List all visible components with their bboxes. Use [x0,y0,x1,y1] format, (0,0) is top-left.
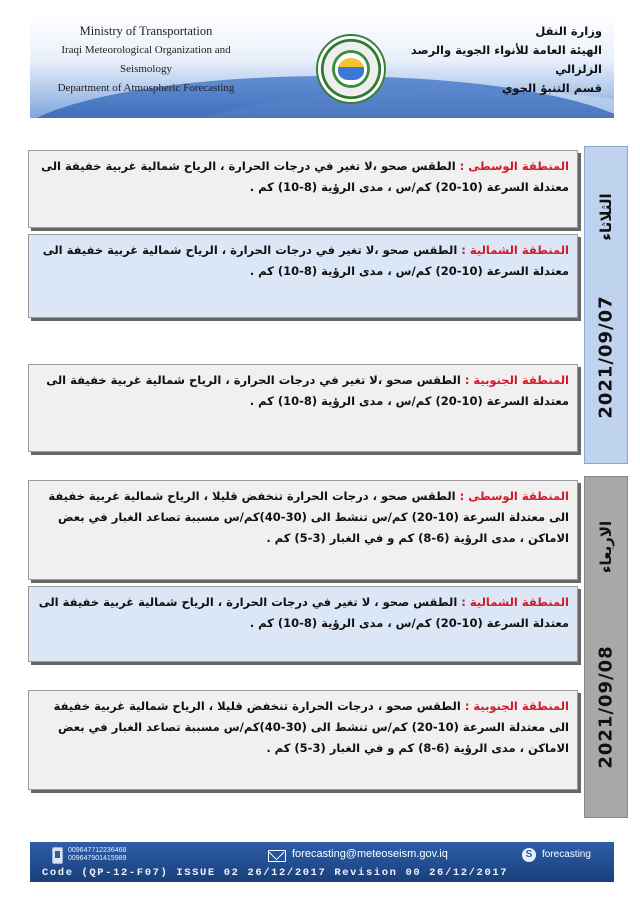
day-date: 2021/09/08 [595,645,617,769]
region-forecast-central [28,150,578,228]
region-forecast-text: الطقس صحو ، لا تغير في درجات الحرارة ، الرياح شمالية غربية خفيفة الى معتدلة السرعة (10-20) كم/س ، مدى الرؤية (8-10) كم . [38,595,569,630]
region-name: المنطقة الشمالية : [461,595,569,609]
region-name: المنطقة الوسطى : [459,159,569,173]
region-forecast-north [28,586,578,662]
english-ministry-name: Ministry of Transportation [79,24,213,38]
arabic-department-name: قسم التنبؤ الجوي [501,81,602,95]
forecast-day-1 [28,146,628,464]
region-forecast-south [28,364,578,452]
region-forecast-central [28,480,578,580]
seal-emblem [338,58,364,80]
arabic-organization-name: الهيئة العامة للأنواء الجوية والرصد الزلزالي [410,43,602,76]
day-sidebar [584,476,628,818]
email-link[interactable]: forecasting@meteoseism.gov.iq [292,848,448,860]
skype-handle[interactable]: forecasting [542,849,591,860]
organization-seal-icon [316,34,386,104]
forecast-day-2 [28,476,628,818]
skype-icon: S [522,848,536,862]
english-department-name: Department of Atmospheric Forecasting [57,82,235,94]
region-forecast-text: الطقس صحو ، درجات الحرارة تنخفض قليلا ، الرياح شمالية غربية خفيفة الى معتدلة السرعة (10-20) كم/س تنشط الى (30-40)كم/س مسببة تصاعد الغبار في بعض الاماكن ، مدى الرؤية (6-8) كم و في الغبار (3-5) كم . [48,489,569,545]
day-sidebar [584,146,628,464]
contact-footer [30,842,614,882]
english-letterhead [36,22,256,98]
region-forecast-north [28,234,578,318]
phone-icon [52,847,63,864]
mail-icon [268,850,286,862]
letterhead-banner [30,12,614,118]
region-forecast-text: الطقس صحو ،لا تغير في درجات الحرارة ، الرياح شمالية غربية خفيفة الى معتدلة السرعة (10-20) كم/س ، مدى الرؤية (8-10) كم . [41,159,569,194]
region-forecast-south [28,690,578,790]
region-name: المنطقة الوسطى : [459,489,569,503]
phone-numbers [68,847,126,863]
region-name: المنطقة الشمالية : [461,243,569,257]
english-organization-name: Iraqi Meteorological Organization and Seismology [61,44,231,75]
day-name: الاربعاء [597,520,615,574]
region-forecast-text: الطقس صحو ،لا تغير في درجات الحرارة ، الرياح شمالية غربية خفيفة الى معتدلة السرعة (10-20) كم/س ، مدى الرؤية (8-10) كم . [42,243,569,278]
region-forecast-text: الطقس صحو ، درجات الحرارة تنخفض قليلا ، الرياح شمالية غربية خفيفة الى معتدلة السرعة (10-20) كم/س تنشط الى (30-40)كم/س مسببة تصاعد الغبار في بعض الاماكن ، مدى الرؤية (6-8) كم و في الغبار (3-5) كم . [53,699,569,755]
day-date: 2021/09/07 [595,295,617,419]
arabic-letterhead [402,22,602,98]
day-name: الثلاثاء [597,193,615,241]
region-name: المنطقة الجنوبية : [464,373,569,387]
arabic-ministry-name: وزارة النقل [535,24,602,38]
phone-number: 009647901415989 [68,855,127,862]
phone-number: 009647712236468 [68,847,127,854]
region-name: المنطقة الجنوبية : [464,699,569,713]
region-forecast-text: الطقس صحو ،لا تغير في درجات الحرارة ، الرياح شمالية غربية خفيفة الى معتدلة السرعة (10-20) كم/س ، مدى الرؤية (8-10) كم . [46,373,569,408]
document-code-line: Code (QP-12-F07) ISSUE 02 26/12/2017 Revision 00 26/12/2017 [42,867,509,879]
